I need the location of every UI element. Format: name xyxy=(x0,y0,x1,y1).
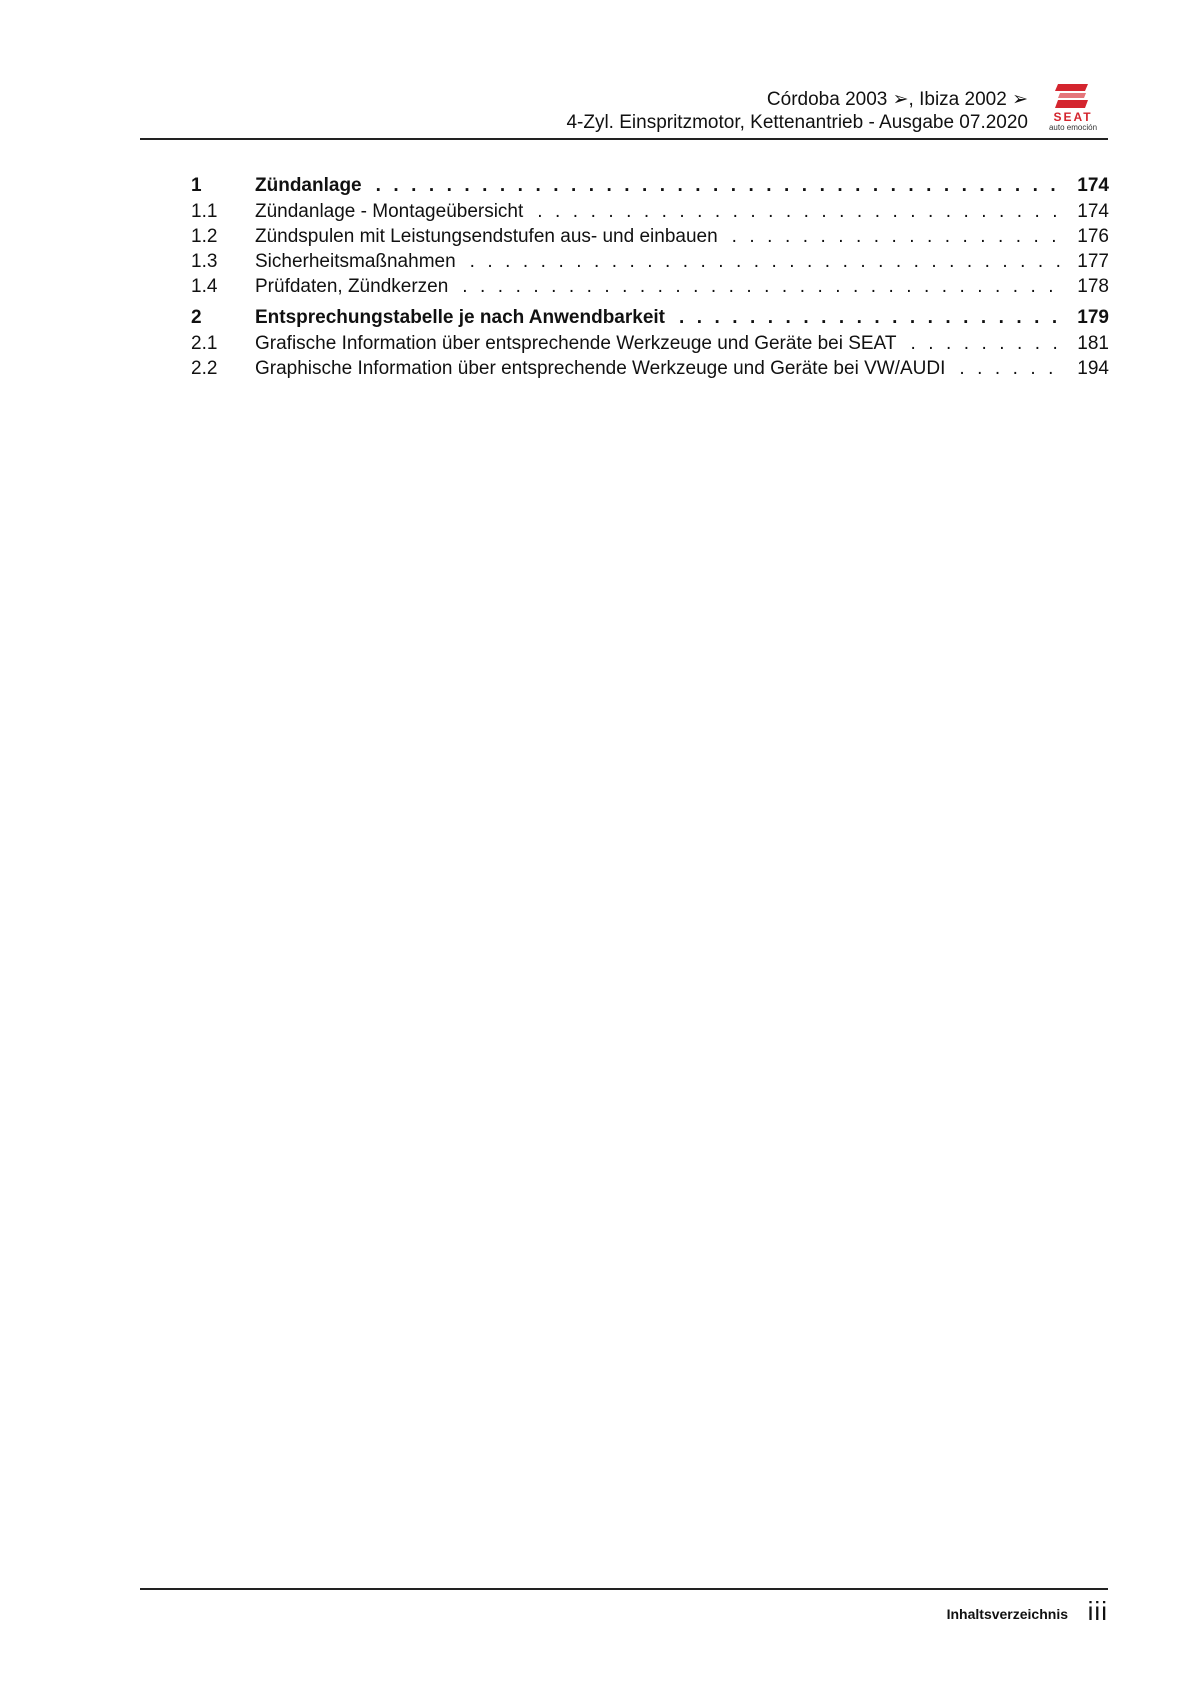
seat-logo-slogan: auto emoción xyxy=(1048,123,1098,132)
header-titles xyxy=(566,88,1028,134)
toc-entry-title[interactable]: Sicherheitsmaßnahmen xyxy=(255,251,456,272)
seat-emblem-icon xyxy=(1055,82,1091,110)
header-divider xyxy=(140,138,1108,140)
toc-entry-page[interactable]: 194 xyxy=(1077,358,1109,379)
toc-dot-leader xyxy=(376,172,1065,199)
toc-section-row[interactable] xyxy=(191,199,1109,224)
toc-entry-page[interactable]: 176 xyxy=(1077,226,1109,247)
toc-entry-number: 1.4 xyxy=(191,276,218,297)
toc-entry-number: 1.2 xyxy=(191,226,218,247)
toc-entry-page[interactable]: 181 xyxy=(1077,333,1109,354)
toc-entry-number: 2.1 xyxy=(191,333,218,354)
toc-entry-number: 2 xyxy=(191,307,202,328)
toc-dot-leader xyxy=(462,274,1065,299)
toc-dot-leader xyxy=(537,199,1065,224)
toc-dot-leader xyxy=(732,224,1065,249)
toc-entry-page[interactable]: 178 xyxy=(1077,276,1109,297)
toc-dot-leader xyxy=(910,331,1065,356)
toc-entry-number: 1.1 xyxy=(191,201,218,222)
seat-logo xyxy=(1038,82,1108,132)
header-edition-line: 4-Zyl. Einspritzmotor, Kettenantrieb - Ausgabe 07.2020 xyxy=(566,112,1028,133)
toc-section-row[interactable] xyxy=(191,331,1109,356)
toc-entry-number: 1 xyxy=(191,175,202,196)
footer-divider xyxy=(140,1588,1108,1590)
toc-entry-page[interactable]: 179 xyxy=(1077,307,1109,328)
footer-page-number: iii xyxy=(1087,1596,1108,1626)
toc-dot-leader xyxy=(470,249,1065,274)
seat-logo-text: SEAT xyxy=(1053,110,1093,124)
table-of-contents xyxy=(191,172,1109,381)
page-footer xyxy=(140,1596,1108,1630)
toc-entry-title[interactable]: Prüfdaten, Zündkerzen xyxy=(255,276,449,297)
toc-entry-title[interactable]: Zündanlage - Montageübersicht xyxy=(255,201,524,222)
toc-chapter-row[interactable] xyxy=(191,304,1109,331)
toc-entry-number: 1.3 xyxy=(191,251,218,272)
toc-section-row[interactable] xyxy=(191,224,1109,249)
toc-dot-leader xyxy=(679,304,1065,331)
toc-entry-page[interactable]: 177 xyxy=(1077,251,1109,272)
toc-entry-title[interactable]: Grafische Information über entsprechende Werkzeuge und Geräte bei SEAT xyxy=(255,333,897,354)
toc-dot-leader xyxy=(959,356,1065,381)
toc-section-row[interactable] xyxy=(191,249,1109,274)
toc-entry-number: 2.2 xyxy=(191,358,218,379)
page-header xyxy=(140,82,1108,140)
toc-entry-page[interactable]: 174 xyxy=(1077,201,1109,222)
footer-section-label: Inhaltsverzeichnis xyxy=(946,1606,1068,1622)
toc-section-row[interactable] xyxy=(191,356,1109,381)
toc-entry-title[interactable]: Zündanlage xyxy=(255,175,362,196)
toc-entry-title[interactable]: Graphische Information über entsprechende Werkzeuge und Geräte bei VW/AUDI xyxy=(255,358,946,379)
toc-entry-page[interactable]: 174 xyxy=(1077,175,1109,196)
toc-entry-title[interactable]: Entsprechungstabelle je nach Anwendbarkeit xyxy=(255,307,666,328)
toc-section-row[interactable] xyxy=(191,274,1109,299)
header-vehicle-line: Córdoba 2003 ➢, Ibiza 2002 ➢ xyxy=(766,89,1028,110)
toc-chapter-row[interactable] xyxy=(191,172,1109,199)
toc-entry-title[interactable]: Zündspulen mit Leistungsendstufen aus- und einbauen xyxy=(255,226,718,247)
